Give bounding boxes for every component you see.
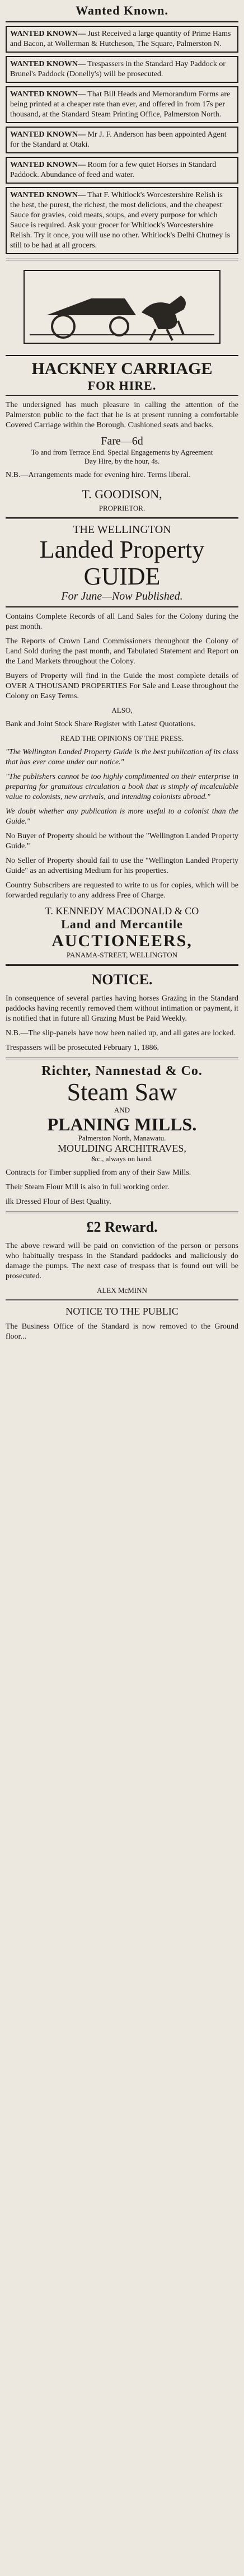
proprietor-role: PROPRIETOR. — [98, 504, 146, 512]
guide-p4: Bank and Joint Stock Share Register with Latest Quotations. — [6, 720, 196, 728]
notice-trespass: Trespassers will be prosecuted February 1, 1886. — [6, 1044, 159, 1052]
hackney-nb: N.B.—Arrangements made for evening hire. Terms liberal. — [6, 471, 191, 479]
ad-box-3 — [6, 86, 238, 123]
ad-head: WANTED KNOWN— — [10, 191, 86, 199]
ad-body: Room for a few quiet Horses in Standard Paddock. Abundance of feed and water. — [10, 161, 217, 179]
saw-arch: MOULDING ARCHITRAVES, — [58, 1143, 186, 1154]
ad-head: WANTED KNOWN— — [10, 161, 86, 169]
rule — [6, 1212, 238, 1213]
proprietor-name: T. GOODISON, — [82, 487, 162, 501]
rule — [6, 355, 238, 356]
rule — [6, 606, 238, 607]
saw-title-1: Steam Saw — [67, 1078, 177, 1106]
ad-head: WANTED KNOWN— — [10, 60, 86, 68]
saw-contracts: Contracts for Timber supplied from any of their Saw Mills. — [6, 1168, 191, 1177]
press-quote-2: "The publishers cannot be too highly complimented on their enterprise in preparing for gratuitous circulation a book that is simply of incalculable value to colonists, new arrivals, and intending colonists abroad." — [6, 773, 238, 801]
reward-body: The above reward will be paid on conviction of the person or persons who habitually trespass in the Standard paddocks and maliciously do damage the pumps. The next case of trespass that is found out will be prosecuted. — [6, 1242, 238, 1280]
saw-and: AND — [114, 1106, 130, 1114]
hackney-title: HACKNEY CARRIAGE — [31, 359, 213, 378]
rule — [6, 1058, 238, 1059]
reward-title: £2 Reward. — [86, 1219, 158, 1235]
agent-name: T. KENNEDY MACDONALD & CO — [45, 905, 199, 917]
ad-head: WANTED KNOWN— — [10, 130, 86, 139]
saw-arch-2: &c., always on hand. — [91, 1154, 153, 1163]
rule — [6, 21, 238, 22]
agent-address: PANAMA-STREET, WELLINGTON — [66, 951, 178, 959]
rule — [6, 395, 238, 396]
guide-kicker: THE WELLINGTON — [73, 523, 171, 536]
rule — [6, 1299, 238, 1301]
saw-flour-2: ilk Dressed Flour of Best Quality. — [6, 1198, 111, 1206]
notice-body: In consequence of several parties having horses Grazing in the Standard paddocks having recently removed them without intimation or payment, it is notified that in future all Grazing Must be Paid Weekly. — [6, 994, 239, 1023]
ad-head: WANTED KNOWN— — [10, 90, 86, 99]
ad-body: That Bill Heads and Memorandum Forms are being printed at a cheaper rate than ever, and offered in from 17s per thousand, at the Standard Steam Printing Office, Palmerston North. — [10, 90, 231, 119]
ad-box-6 — [6, 187, 238, 254]
guide-p2: The Reports of Crown Land Commissioners throughout the Colony of Land Sold during the past month, and Tabulated Statement and Report on the Land Markets throughout the Colony. — [6, 637, 238, 666]
agent-title: Land and Mercantile — [61, 917, 183, 931]
guide-p1: Contains Complete Records of all Land Sales for the Colony during the past month. — [6, 613, 238, 631]
auctioneers: AUCTIONEERS, — [51, 932, 193, 950]
final-notice-title: NOTICE TO THE PUBLIC — [65, 1306, 179, 1317]
notice-title: NOTICE. — [91, 971, 153, 988]
guide-p3: Buyers of Property will find in the Guide the most complete details of OVER A THOUSAND PROPERTIES For Sale and Lease throughout the Colony on Easy Terms. — [6, 672, 238, 700]
guide-p7: Country Subscribers are requested to write to us for copies, which will be forwarded regularly to any address Free of Charge. — [6, 881, 238, 900]
carriage-svg — [13, 265, 231, 349]
ad-box-2 — [6, 56, 238, 83]
fare: Fare—6d — [101, 435, 143, 447]
ad-box-4 — [6, 127, 238, 153]
newspaper-page — [6, 0, 238, 1358]
press-quote-1: "The Wellington Landed Property Guide is the best publication of its class that has ever come under our notice." — [6, 748, 238, 766]
guide-sub: For June—Now Published. — [61, 590, 183, 602]
guide-p6: No Seller of Property should fail to use the "Wellington Landed Property Guide" as an advertising Medium for his properties. — [6, 857, 238, 875]
guide-title-2: GUIDE — [83, 563, 161, 590]
guide-title-1: Landed Property — [39, 536, 205, 563]
day-hire: Day Hire, by the hour, 4s. — [84, 457, 160, 465]
rule — [6, 964, 238, 966]
rule — [6, 259, 238, 260]
ad-head: WANTED KNOWN— — [10, 30, 86, 38]
ad-box-5 — [6, 157, 238, 184]
hackney-subtitle: FOR HIRE. — [87, 378, 157, 392]
fare-note: To and from Terrace End. Special Engagements by Agreement — [31, 448, 213, 456]
final-notice-body: The Business Office of the Standard is now removed to the Ground floor... — [6, 1322, 238, 1341]
carriage-illustration — [6, 265, 238, 352]
saw-location: Palmerston North, Manawatu. — [78, 1134, 166, 1142]
hackney-intro: The undersigned has much pleasure in calling the attention of the Palmerston public to the fact that he is at present running a comfortable Covered Carriage within the Borough. Cushioned seats and backs. — [6, 401, 238, 429]
saw-title-2: PLANING MILLS. — [47, 1114, 197, 1134]
guide-p5: No Buyer of Property should be without the "Wellington Landed Property Guide." — [6, 832, 238, 850]
press-heading: READ THE OPINIONS OF THE PRESS. — [60, 734, 184, 742]
saw-firm: Richter, Nannestad & Co. — [41, 1064, 203, 1078]
ad-body: Mr J. F. Anderson has been appointed Agent for the Standard at Otaki. — [10, 130, 227, 149]
rule — [6, 517, 238, 519]
guide-also: ALSO, — [111, 706, 133, 714]
wanted-known-heading: Wanted Known. — [76, 3, 168, 17]
saw-flour-1: Their Steam Flour Mill is also in full working order. — [6, 1183, 170, 1191]
ad-body: That F. Whitlock's Worcestershire Relish is the best, the purest, the richest, the most delicious, and the cheapest Sauce for gravies, cold meats, soups, and every purpose for which Sauce is required. Ask your grocer for Whitlock's Worcestershire Relish. Try it once, you will use no other. Whitlock's Delhi Chutney is still to be had at all grocers. — [10, 191, 231, 250]
ad-box-1 — [6, 26, 238, 53]
spacer — [6, 1347, 238, 1358]
press-quote-3: We doubt whether any publication is more useful to a colonist than the Guide." — [6, 807, 238, 826]
ad-body: Trespassers in the Standard Hay Paddock or Brunel's Paddock (Donelly's) will be prosecuted. — [10, 60, 226, 78]
reward-signature: ALEX McMINN — [97, 1286, 147, 1294]
notice-nb: N.B.—The slip-panels have now been nailed up, and all gates are locked. — [6, 1029, 236, 1037]
ad-body: Just Received a large quantity of Prime Hams and Bacon, at Wollerman & Hutcheson, The Square, Palmerston N. — [10, 30, 231, 48]
